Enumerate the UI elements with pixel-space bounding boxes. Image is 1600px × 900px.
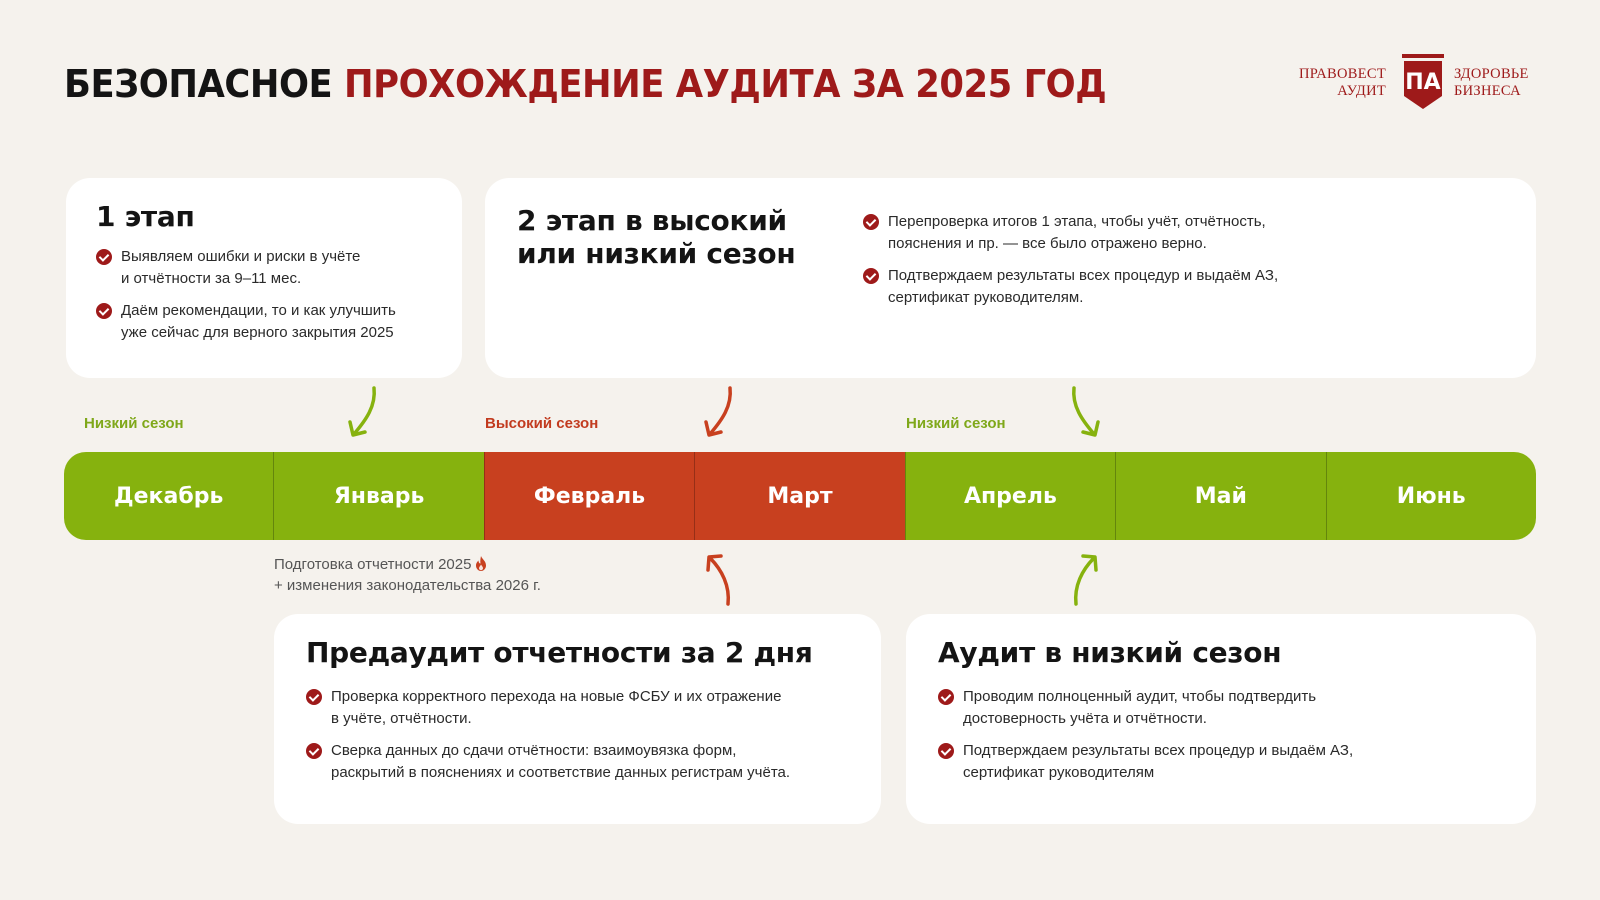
title-part-red: ПРОХОЖДЕНИЕ АУДИТА ЗА 2025 ГОД [344,62,1107,106]
arrow-down-icon [344,384,384,444]
list-item-text: Проводим полноценный аудит, чтобы подтвердить достоверность учёта и отчётности. [963,688,1317,727]
arrow-down-icon [700,384,740,444]
list-item-text: Выявляем ошибки и риски в учёте и отчётности за 9–11 мес. [121,248,361,287]
month-february: Февраль [484,452,694,540]
check-circle-icon [96,249,112,265]
arrow-up-icon [1064,548,1104,608]
month-may: Май [1115,452,1325,540]
note-line2: + изменения законодательства 2026 г. [274,577,541,594]
logo-mark-text: ПА [1405,70,1441,95]
note-line1: Подготовка отчетности 2025 [274,556,472,573]
logo-slogan-line1: ЗДОРОВЬЕ [1454,66,1529,82]
logo-brand-line1: ПРАВОВЕСТ [1298,66,1386,82]
list-item [938,686,1504,730]
preaudit-title: Предаудит отчетности за 2 дня [306,636,813,669]
low-season-audit-card [906,614,1536,824]
season-label-low: Низкий сезон [906,415,1006,432]
list-item [938,740,1504,784]
list-item-text: Даём рекомендации, то и как улучшить уже сейчас для верного закрытия 2025 [121,302,396,341]
stage2-title: 2 этап в высокий или низкий сезон [517,204,796,270]
month-april: Апрель [905,452,1115,540]
logo-slogan [1454,66,1529,100]
reporting-note [274,554,541,596]
check-circle-icon [863,268,879,284]
preaudit-card [274,614,881,824]
check-circle-icon [96,303,112,319]
list-item [306,686,849,730]
list-item-text: Перепроверка итогов 1 этапа, чтобы учёт, отчётность, пояснения и пр. — все было отражено верно. [888,213,1266,252]
preaudit-list [306,686,849,784]
check-circle-icon [306,743,322,759]
list-item-text: Подтверждаем результаты всех процедур и выдаём АЗ, сертификат руководителям. [888,267,1279,306]
list-item-text: Подтверждаем результаты всех процедур и выдаём АЗ, сертификат руководителям [963,742,1354,781]
check-circle-icon [863,214,879,230]
check-circle-icon [938,743,954,759]
stage1-list [96,246,432,344]
logo-brand-name [1299,66,1386,100]
low-season-audit-list [938,686,1504,784]
month-march: Март [694,452,904,540]
month-timeline [64,452,1536,540]
stage1-title: 1 этап [96,200,195,233]
title-part-black: БЕЗОПАСНОЕ [64,62,333,106]
month-june: Июнь [1326,452,1536,540]
fire-icon [475,556,487,571]
list-item-text: Проверка корректного перехода на новые ФСБУ и их отражение в учёте, отчётности. [331,688,782,727]
stage2-list [863,211,1383,309]
list-item [306,740,849,784]
month-december: Декабрь [64,452,273,540]
list-item [863,265,1383,309]
stage2-card [485,178,1536,378]
logo-slogan-line2: БИЗНЕСА [1454,83,1521,99]
logo-brand-line2: АУДИТ [1337,83,1386,99]
company-logo [1286,52,1538,112]
check-circle-icon [306,689,322,705]
season-label-high: Высокий сезон [485,415,599,432]
stage1-card [66,178,462,378]
list-item [96,246,432,290]
arrow-up-icon [700,548,740,608]
arrow-down-icon [1064,384,1104,444]
month-january: Январь [273,452,483,540]
check-circle-icon [938,689,954,705]
page-title [64,60,1106,108]
list-item [96,300,432,344]
low-season-audit-title: Аудит в низкий сезон [938,636,1282,669]
list-item [863,211,1383,255]
season-label-low: Низкий сезон [84,415,184,432]
logo-shield-icon [1400,52,1446,112]
list-item-text: Сверка данных до сдачи отчётности: взаимоувязка форм, раскрытий в пояснениях и соответствие данных регистрам учёта. [331,742,791,781]
